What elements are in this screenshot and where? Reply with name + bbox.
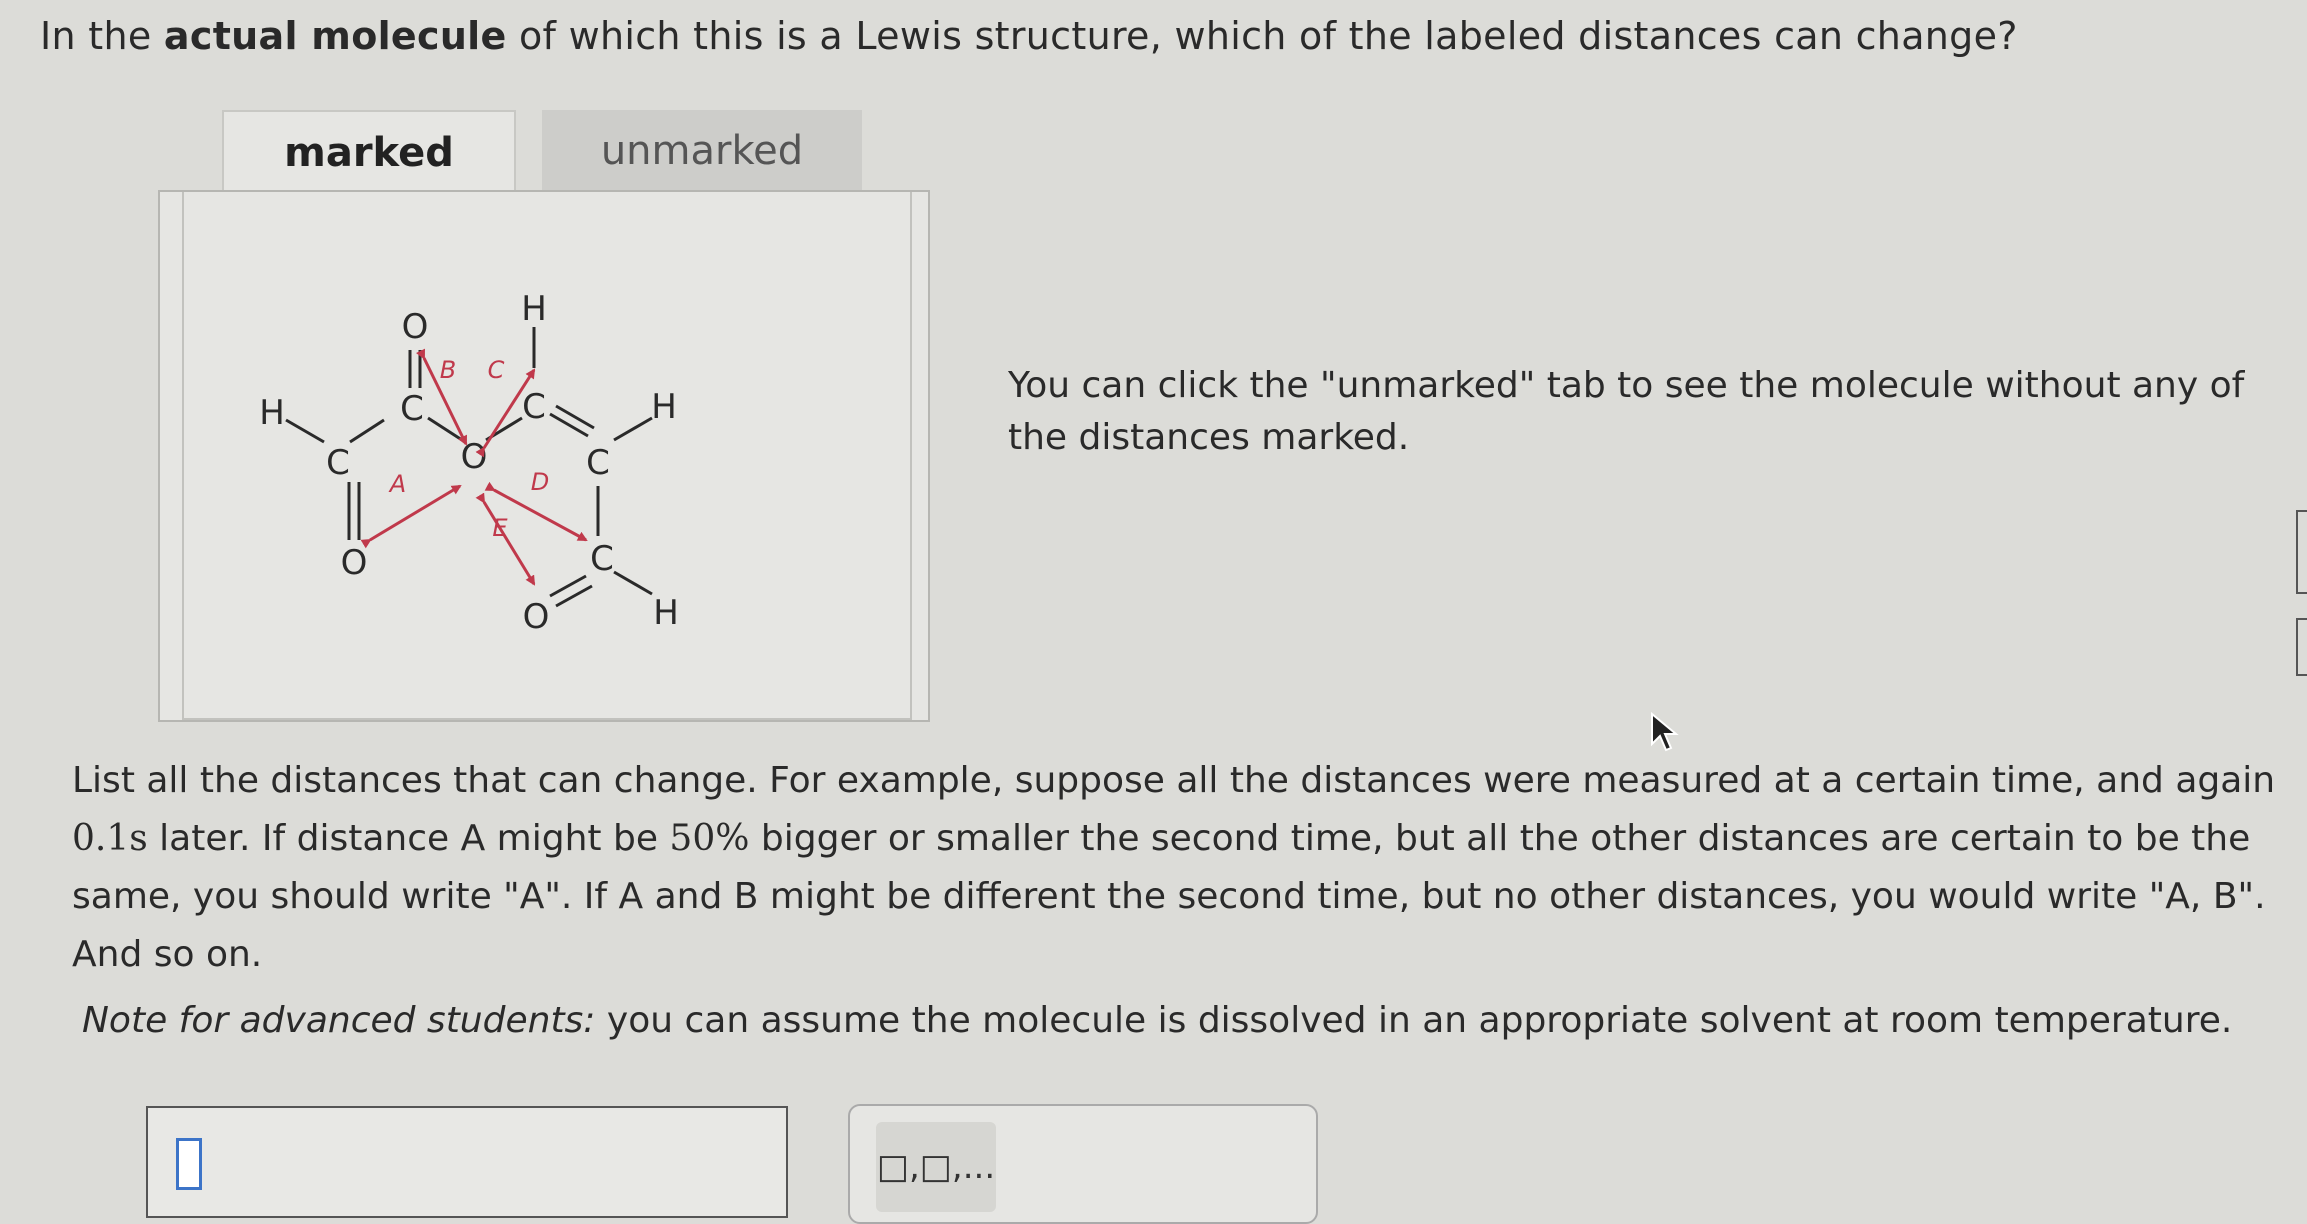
question-bold: actual molecule (163, 14, 507, 58)
tab-unmarked[interactable]: unmarked (542, 110, 862, 192)
note-label: Note for advanced students: (82, 1000, 596, 1041)
svg-text:C: C (487, 356, 505, 384)
svg-text:H: H (259, 393, 285, 433)
instructions-line-1: List all the distances that can change. For example, suppose all the distances were measured at a certain time, and again (72, 760, 2276, 801)
line2-text-a: later. If distance A might be (147, 818, 670, 859)
svg-text:A: A (389, 470, 407, 498)
side-widget-edge-1[interactable] (2296, 510, 2307, 594)
question-prefix: In the (40, 14, 164, 58)
svg-text:C: C (400, 389, 424, 429)
side-widget-edge-2[interactable] (2296, 618, 2307, 676)
molecule-frame (182, 192, 912, 720)
tab-marked[interactable]: marked (222, 110, 516, 194)
svg-text:H: H (521, 289, 547, 329)
list-template-button[interactable]: □,□,... (876, 1122, 996, 1212)
instructions (72, 752, 2307, 984)
molecule-panel (158, 190, 930, 722)
input-palette (848, 1104, 1318, 1224)
svg-text:C: C (326, 443, 350, 483)
svg-text:O: O (460, 437, 488, 477)
question-suffix: of which this is a Lewis structure, which of the labeled distances can change? (506, 14, 2018, 58)
instructions-line-3: same, you should write "A". If A and B might be different the second time, but no other distances, you would write "A, B". (72, 876, 2266, 917)
advanced-note (82, 1000, 2232, 1041)
percent-value: 50% (669, 818, 750, 859)
svg-text:H: H (653, 593, 679, 633)
line2-text-b: bigger or smaller the second time, but all the other distances are certain to be the (749, 818, 2251, 859)
instructions-line-2 (72, 810, 2307, 868)
svg-text:B: B (439, 356, 457, 384)
time-value: 0.1s (72, 818, 148, 859)
svg-text:E: E (492, 514, 508, 542)
question-text (40, 14, 2018, 58)
svg-text:C: C (586, 443, 610, 483)
hint-text: You can click the "unmarked" tab to see the molecule without any of the distances marked. (1008, 365, 2245, 458)
lewis-structure (184, 192, 910, 716)
svg-text:O: O (401, 307, 429, 347)
svg-text:D: D (530, 468, 550, 496)
svg-text:O: O (340, 543, 368, 583)
svg-text:C: C (590, 539, 614, 579)
svg-text:H: H (651, 387, 677, 427)
answer-input[interactable] (146, 1106, 788, 1218)
instructions-line-4: And so on. (72, 934, 263, 975)
note-text: you can assume the molecule is dissolved in an appropriate solvent at room temperature. (595, 1000, 2233, 1041)
svg-text:O: O (522, 597, 550, 637)
svg-text:C: C (522, 387, 546, 427)
mouse-pointer-icon (1650, 712, 1680, 752)
answer-cursor-placeholder (176, 1138, 202, 1190)
